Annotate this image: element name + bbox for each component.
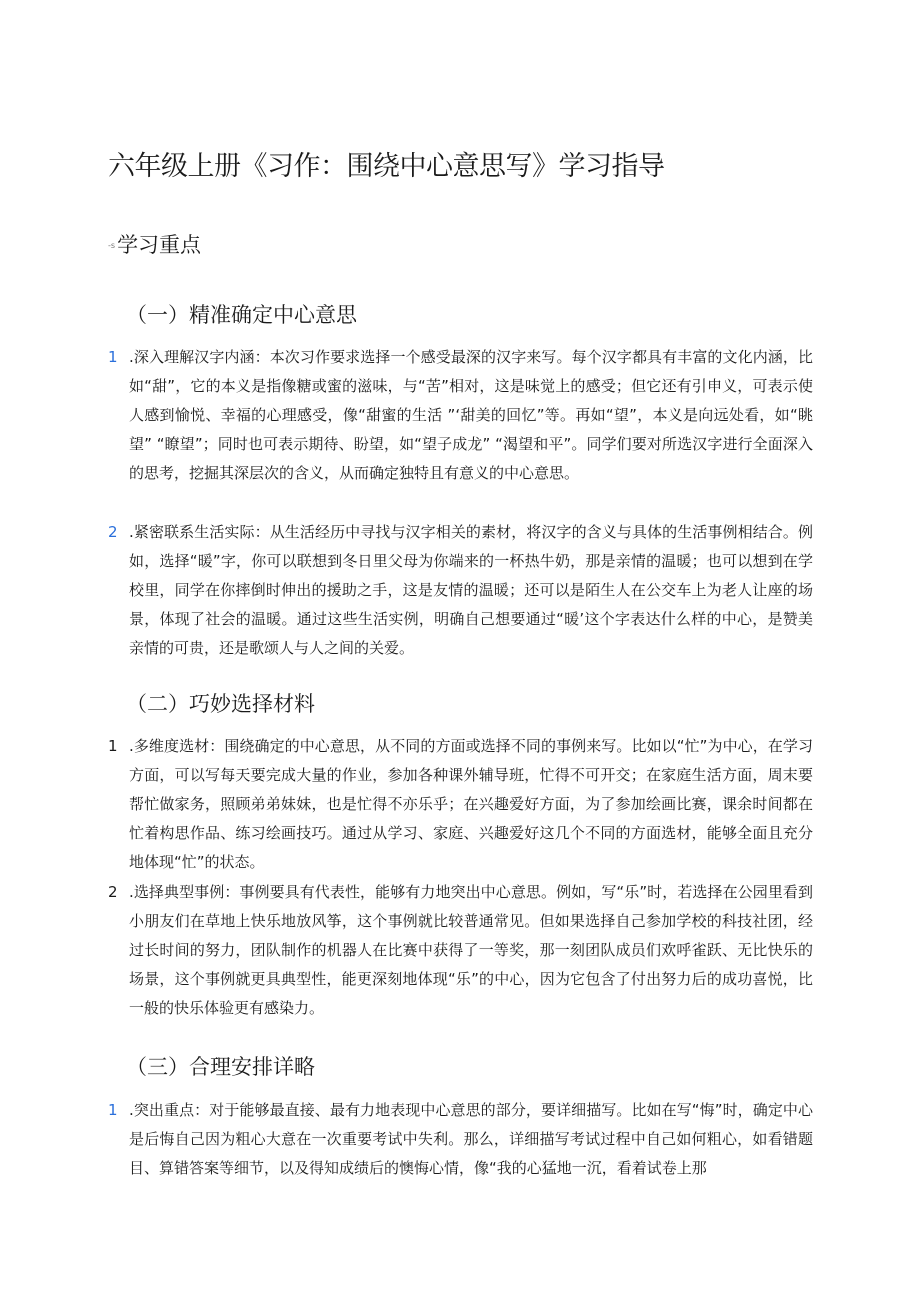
list-item	[108, 518, 813, 663]
section-heading	[108, 229, 201, 262]
item-number: 2	[108, 523, 118, 541]
item-text: .深入理解汉字内涵：本次习作要求选择一个感受最深的汉字来写。每个汉字都具有丰富的文化内涵，比如“甜”，它的本义是指像糖或蜜的滋味，与“苦”相对，这是味觉上的感受；但它还有引申义，可表示使人感到愉悦、幸福的心理感受，像“甜蜜的生活 ”‘甜美的回忆”等。再如“望”，本义是向远处看，如“眺望” “瞭望”；同时也可表示期待、盼望，如“望子成龙” “渴望和平”。同学们要对所选汉字进行全面深入的思考，挖掘其深层次的含义，从而确定独特且有意义的中心意思。	[129, 348, 813, 482]
item-number: 1	[108, 348, 118, 366]
list-item	[108, 878, 813, 1023]
item-text: .紧密联系生活实际：从生活经历中寻找与汉字相关的素材，将汉字的含义与具体的生活事例相结合。例如，选择“暖”字，你可以联想到冬日里父母为你端来的一杯热牛奶，那是亲情的温暖；也可以想到在学校里，同学在你摔倒时伸出的援助之手，这是友情的温暖；还可以是陌生人在公交车上为老人让座的场景，体现了社会的温暖。通过这些生活实例，明确自己想要通过“暖’这个字表达什么样的中心，是赞美亲情的可贵，还是歌颂人与人之间的关爱。	[129, 523, 813, 657]
subsection-heading: （一）精准确定中心意思	[126, 303, 357, 327]
list-item	[108, 732, 813, 877]
item-number: 2	[108, 883, 118, 901]
subsection-heading: （三）合理安排详略	[126, 1055, 315, 1079]
list-item	[108, 343, 813, 488]
item-number: 1	[108, 737, 118, 755]
section-marker: -s	[108, 241, 116, 250]
section-title: 学习重点	[117, 233, 202, 257]
item-text: .突出重点：对于能够最直接、最有力地表现中心意思的部分，要详细描写。比如在写“悔”时，确定中心是后悔自己因为粗心大意在一次重要考试中失利。那么，详细描写考试过程中自己如何粗心，如看错题目、算错答案等细节，以及得知成绩后的懊悔心情，像“我的心猛地一沉，看着试卷上那	[129, 1101, 813, 1177]
subsection-heading: （二）巧妙选择材料	[126, 692, 315, 716]
list-item	[108, 1096, 813, 1183]
item-text: .选择典型事例：事例要具有代表性，能够有力地突出中心意思。例如，写“乐”时，若选择在公园里看到小朋友们在草地上快乐地放风筝，这个事例就比较普通常见。但如果选择自己参加学校的科技社团，经过长时间的努力，团队制作的机器人在比赛中获得了一等奖，那一刻团队成员们欢呼雀跃、无比快乐的场景，这个事例就更具典型性，能更深刻地体现“乐”的中心，因为它包含了付出努力后的成功喜悦，比一般的快乐体验更有感染力。	[129, 883, 813, 1017]
item-number: 1	[108, 1101, 118, 1119]
item-text: .多维度选材：围绕确定的中心意思，从不同的方面或选择不同的事例来写。比如以“忙”为中心，在学习方面，可以写每天要完成大量的作业，参加各种课外辅导班，忙得不可开交；在家庭生活方面，周末要帮忙做家务，照顾弟弟妹妹，也是忙得不亦乐乎；在兴趣爱好方面，为了参加绘画比赛，课余时间都在忙着构思作品、练习绘画技巧。通过从学习、家庭、兴趣爱好这几个不同的方面选材，能够全面且充分地体现“忙”的状态。	[129, 737, 813, 871]
page-title: 六年级上册《习作：围绕中心意思写》学习指导	[108, 151, 665, 182]
